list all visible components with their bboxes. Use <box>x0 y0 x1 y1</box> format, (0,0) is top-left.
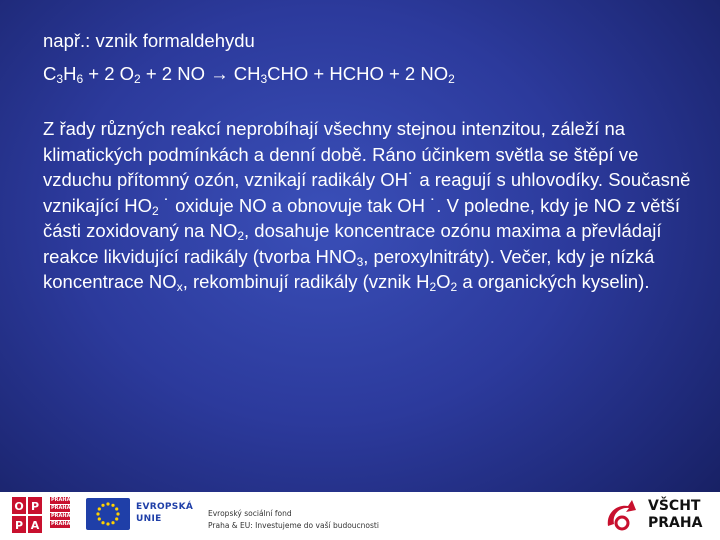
opp-letter-4: A <box>30 519 40 532</box>
subscript: 3 <box>356 254 364 269</box>
subscript: 6 <box>76 72 84 86</box>
praha-list-item: PRAHA <box>51 513 71 519</box>
opp-praha-logo <box>12 497 42 533</box>
subscript: 2 <box>151 203 159 218</box>
vscht-label <box>648 498 702 532</box>
opp-letter-3: P <box>14 519 24 532</box>
esf-label-line1: Evropský sociální fond <box>208 509 292 518</box>
slide-content <box>43 28 693 295</box>
praha-list-logo <box>50 497 70 529</box>
intro-text: např.: vznik formaldehydu <box>43 30 255 51</box>
subscript: 3 <box>56 72 64 86</box>
vscht-logo-icon <box>602 496 640 534</box>
praha-list-item: PRAHA <box>51 505 71 511</box>
chemical-equation: $C_3H_6 + 2$ $O_2 + 2$ NO → $CH_3CHO$ + HCHO + 2 $NO_2$ <box>43 63 455 86</box>
eu-label-line2: UNIE <box>136 514 162 524</box>
esf-label <box>208 508 379 532</box>
subscript: x <box>176 280 183 294</box>
subscript: 2 <box>429 280 437 294</box>
subscript: 2 <box>237 229 245 243</box>
subscript: 2 <box>134 72 141 86</box>
vscht-label-line2: PRAHA <box>648 515 703 531</box>
praha-list-item: PRAHA <box>51 497 71 503</box>
eu-label <box>136 501 193 525</box>
esf-label-line2: Praha & EU: Investujeme do vaší budoucnosti <box>208 521 379 530</box>
praha-list-item: PRAHA <box>51 521 71 527</box>
vscht-label-line1: VŠCHT <box>648 498 701 514</box>
footer-logo-bar <box>0 492 720 540</box>
body-paragraph: Z řady různých reakcí neprobíhají všechny stejnou intenzitou, záleží na klimatických podmínkách a denní době. Ráno účinkem světla se štěpí ve vzduchu přítomný ozón, vznikají radikály OH˙ a reagují s uhlovodíky. Současně vznikající $HO_2$ ˙ oxiduje NO a obnovuje tak OH ˙. V poledne, kdy je NO z větší části zoxidovaný na $NO_2$, dosahuje koncentrace ozónu maxima a převládají reakce likvidující radikály (tvorba $HNO_3$, peroxylnitráty). Večer, kdy je nízká koncentrace $NO_x$, rekombinují radikály (vznik $H_2O_2$ a organických kyselin). <box>43 118 691 294</box>
eu-label-line1: EVROPSKÁ <box>136 502 194 512</box>
opp-letter-2: P <box>30 500 40 513</box>
opp-letter-1: O <box>14 500 24 513</box>
subscript: 2 <box>448 72 455 86</box>
eu-flag-icon <box>86 498 130 530</box>
subscript: 2 <box>450 280 458 294</box>
subscript: 3 <box>260 72 268 86</box>
